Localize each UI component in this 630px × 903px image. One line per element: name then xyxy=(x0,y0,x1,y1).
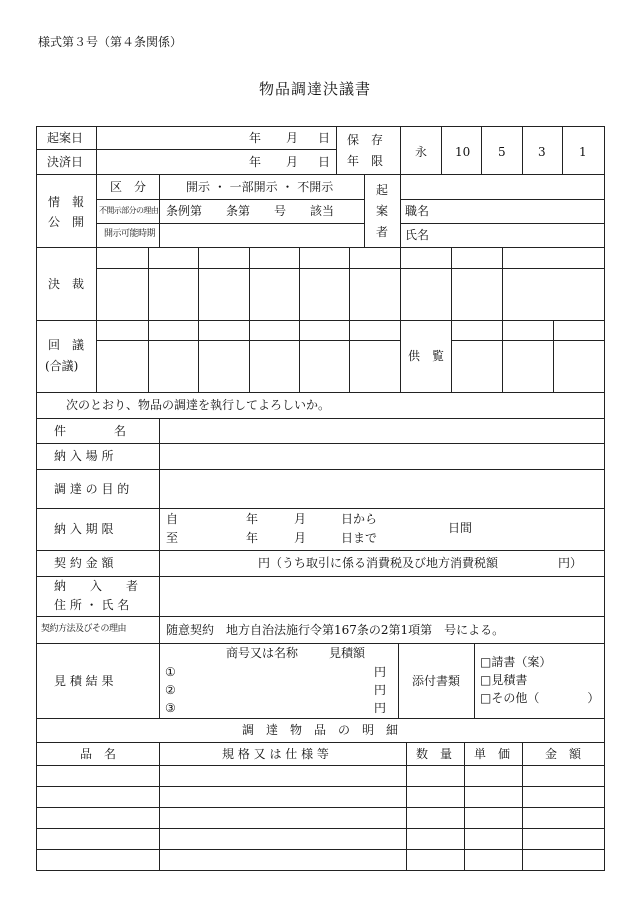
contract-amount-value: 円（うち取引に係る消費税及び地方消費税額 円） xyxy=(258,556,583,570)
period-to: 至 xyxy=(166,531,179,545)
company-header: 商号又は名称 xyxy=(226,646,299,660)
drafter-label-3: 者 xyxy=(376,225,389,239)
to-day: 日まで xyxy=(341,531,378,545)
to-month: 月 xyxy=(294,531,307,545)
contract-amount-label: 契 約 金 額 xyxy=(54,556,114,570)
purpose-label: 調 達 の 目 的 xyxy=(54,482,130,496)
retention-option-permanent: 永 xyxy=(415,145,428,159)
from-month: 月 xyxy=(294,512,307,526)
details-title: 調 達 物 品 の 明 細 xyxy=(241,723,398,737)
retention-option-5: 5 xyxy=(498,145,506,159)
draft-year: 年 xyxy=(249,131,262,145)
column-specification: 規 格 又 は 仕 様 等 xyxy=(222,747,329,761)
estimate-label: 見 積 結 果 xyxy=(54,674,114,688)
estimate-yen-3: 円 xyxy=(374,701,387,715)
consultation-label-1: 回 議 xyxy=(48,338,85,352)
attachments-label: 添付書類 xyxy=(412,674,461,688)
consultation-label-2: (合議) xyxy=(45,359,79,373)
supplier-label-1: 納 入 者 xyxy=(54,579,139,593)
delivery-place-label: 納 入 場 所 xyxy=(54,449,114,463)
form-number: 様式第３号（第４条関係） xyxy=(38,35,183,49)
subject-label: 件 名 xyxy=(54,424,127,438)
method-value: 随意契約 地方自治法施行令第167条の2第1項第 号による。 xyxy=(166,623,505,637)
retention-label-2: 年 限 xyxy=(347,154,384,168)
retention-option-1: 1 xyxy=(579,145,587,159)
method-label: 契約方法及びその理由 xyxy=(41,624,127,634)
column-quantity: 数 量 xyxy=(416,747,453,761)
decision-label: 決 裁 xyxy=(48,277,85,291)
page-title: 物品調達決議書 xyxy=(258,80,371,98)
estimate-row-1: ① xyxy=(165,665,176,679)
retention-option-3: 3 xyxy=(538,145,546,159)
position-label: 職名 xyxy=(405,204,430,218)
approval-month: 月 xyxy=(286,155,299,169)
drafter-label-2: 案 xyxy=(376,204,389,218)
column-item-name: 品 名 xyxy=(80,747,117,761)
name-label: 氏名 xyxy=(405,228,430,242)
delivery-period-label: 納 入 期 限 xyxy=(54,522,114,536)
period-label: 開示可能時期 xyxy=(104,229,156,239)
estimate-row-3: ③ xyxy=(165,701,176,715)
to-year: 年 xyxy=(246,531,259,545)
drafter-label-1: 起 xyxy=(376,183,389,197)
estimate-row-2: ② xyxy=(165,683,176,697)
info-disclosure-label-1: 情 報 xyxy=(48,195,85,209)
attachment-other: □その他（ ） xyxy=(480,691,600,705)
from-day: 日から xyxy=(341,512,378,526)
draft-month: 月 xyxy=(286,131,299,145)
category-value: 開示 ・ 一部開示 ・ 不開示 xyxy=(186,180,334,194)
column-unit-price: 単 価 xyxy=(474,747,511,761)
from-year: 年 xyxy=(246,512,259,526)
approval-day: 日 xyxy=(318,155,331,169)
circulation-label: 供 覧 xyxy=(408,349,445,363)
info-disclosure-label-2: 公 開 xyxy=(48,215,85,229)
draft-day: 日 xyxy=(318,131,331,145)
amount-header: 見積額 xyxy=(329,646,366,660)
attachment-quotation: □見積書 xyxy=(480,673,528,687)
intro-text: 次のとおり、物品の調達を執行してよろしいか。 xyxy=(66,398,331,412)
approval-year: 年 xyxy=(249,155,262,169)
period-from: 自 xyxy=(166,512,179,526)
draft-date-label: 起案日 xyxy=(47,131,84,145)
approval-date-label: 決済日 xyxy=(47,155,84,169)
reason-label: 不開示部分の理由 xyxy=(99,206,159,215)
category-label: 区 分 xyxy=(110,180,147,194)
reason-value: 条例第 条第 号 該当 xyxy=(166,204,335,218)
attachment-contract-draft: □請書（案） xyxy=(480,655,552,669)
estimate-yen-2: 円 xyxy=(374,683,387,697)
estimate-yen-1: 円 xyxy=(374,665,387,679)
column-amount: 金 額 xyxy=(545,747,582,761)
retention-option-10: 10 xyxy=(455,145,471,159)
supplier-label-2: 住 所 ・ 氏 名 xyxy=(54,598,130,612)
retention-label-1: 保 存 xyxy=(347,133,384,147)
period-days: 日間 xyxy=(448,521,473,535)
